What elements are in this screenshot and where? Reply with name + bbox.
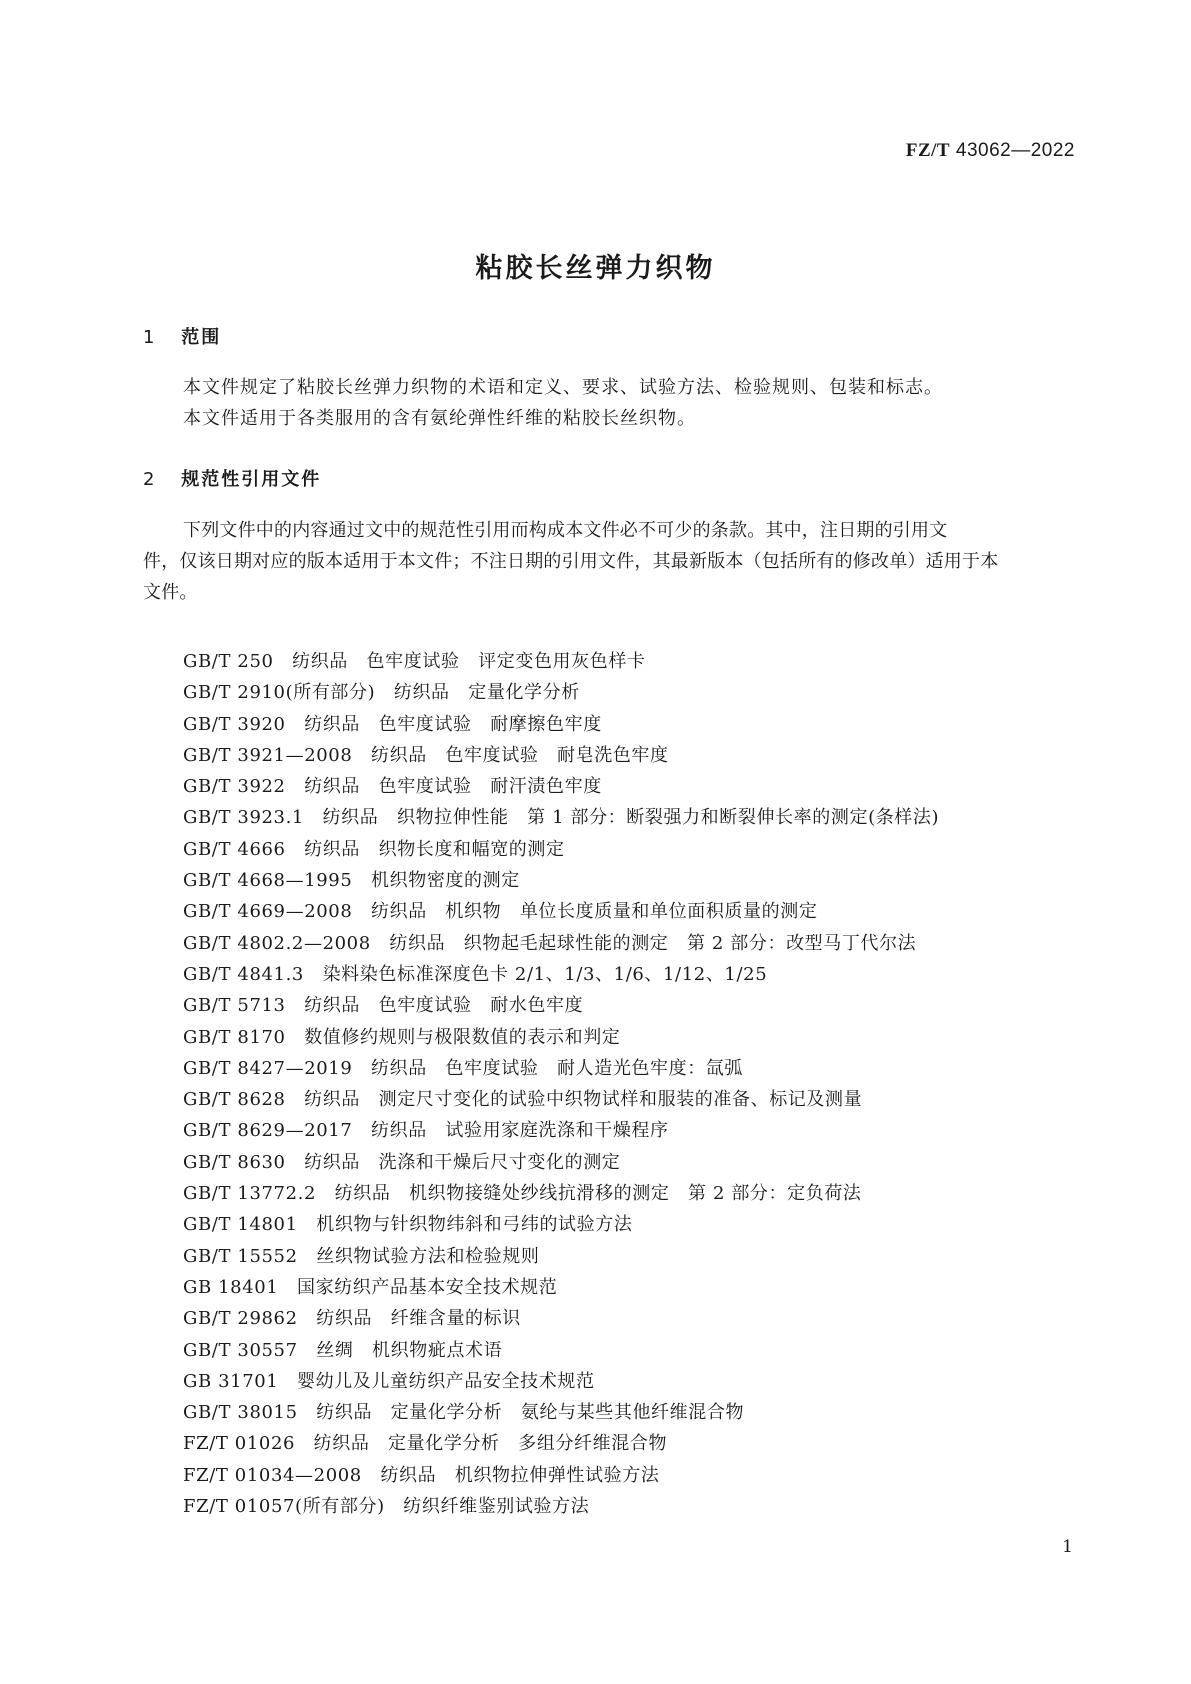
intro-line-3: 文件。 [143, 582, 198, 603]
section-1-number: 1 [143, 327, 157, 348]
reference-item: GB/T 29862 纺织品 纤维含量的标识 [183, 1308, 521, 1330]
section-1-title: 范围 [181, 327, 222, 348]
reference-item: GB/T 14801 机织物与针织物纬斜和弓纬的试验方法 [183, 1214, 633, 1236]
reference-item: FZ/T 01034—2008 纺织品 机织物拉伸弹性试验方法 [183, 1464, 660, 1486]
reference-item: GB/T 8629—2017 纺织品 试验用家庭洗涤和干燥程序 [183, 1120, 669, 1142]
reference-item: GB/T 8427—2019 纺织品 色牢度试验 耐人造光色牢度：氙弧 [183, 1057, 744, 1079]
reference-item: GB/T 8170 数值修约规则与极限数值的表示和判定 [183, 1026, 621, 1048]
document-title: 粘胶长丝弹力织物 [475, 253, 716, 284]
standard-prefix: FZ/T [905, 140, 951, 161]
section-1-body [143, 372, 1075, 434]
page-number: 1 [1062, 1537, 1073, 1557]
reference-item: GB/T 4669—2008 纺织品 机织物 单位长度质量和单位面积质量的测定 [183, 901, 818, 923]
section-2-number: 2 [143, 469, 157, 490]
normative-references-list [183, 646, 939, 1522]
reference-item: FZ/T 01026 纺织品 定量化学分析 多组分纤维混合物 [183, 1433, 668, 1455]
reference-item: GB/T 3923.1 纺织品 织物拉伸性能 第 1 部分：断裂强力和断裂伸长率的测定(条样法) [183, 807, 940, 829]
reference-item: GB/T 3920 纺织品 色牢度试验 耐摩擦色牢度 [183, 713, 602, 735]
reference-item: GB/T 4841.3 染料染色标准深度色卡 2/1、1/3、1/6、1/12、1/25 [183, 963, 768, 985]
reference-item: GB/T 38015 纺织品 定量化学分析 氨纶与某些其他纤维混合物 [183, 1402, 745, 1424]
intro-line-2: 件，仅该日期对应的版本适用于本文件；不注日期的引用文件，其最新版本（包括所有的修改单）适用于本 [143, 551, 999, 572]
scope-paragraph-2: 本文件适用于各类服用的含有氨纶弹性纤维的粘胶长丝织物。 [183, 408, 696, 429]
reference-item: GB/T 3921—2008 纺织品 色牢度试验 耐皂洗色牢度 [183, 744, 669, 766]
reference-item: GB/T 30557 丝绸 机织物疵点术语 [183, 1339, 503, 1361]
reference-item: GB/T 3922 纺织品 色牢度试验 耐汗渍色牢度 [183, 776, 602, 798]
reference-item: GB/T 4666 纺织品 织物长度和幅宽的测定 [183, 838, 565, 860]
standard-code [906, 140, 1075, 162]
section-2-heading [143, 465, 321, 491]
reference-item: GB/T 2910(所有部分) 纺织品 定量化学分析 [183, 682, 580, 704]
scope-paragraph-1: 本文件规定了粘胶长丝弹力织物的术语和定义、要求、试验方法、检验规则、包装和标志。 [183, 377, 943, 398]
section-1-heading [143, 323, 221, 349]
reference-item: GB/T 4802.2—2008 纺织品 织物起毛起球性能的测定 第 2 部分：改型马丁代尔法 [183, 932, 917, 954]
reference-item: GB 18401 国家纺织产品基本安全技术规范 [183, 1276, 558, 1298]
reference-item: GB/T 5713 纺织品 色牢度试验 耐水色牢度 [183, 995, 584, 1017]
reference-item: GB/T 4668—1995 机织物密度的测定 [183, 870, 520, 892]
reference-item: FZ/T 01057(所有部分) 纺织纤维鉴别试验方法 [183, 1496, 590, 1518]
section-2-title: 规范性引用文件 [181, 469, 322, 490]
standard-number: 43062—2022 [955, 140, 1075, 161]
reference-item: GB/T 8628 纺织品 测定尺寸变化的试验中织物试样和服装的准备、标记及测量 [183, 1089, 863, 1111]
section-2-intro [143, 515, 1075, 608]
reference-item: GB/T 8630 纺织品 洗涤和干燥后尺寸变化的测定 [183, 1151, 621, 1173]
reference-item: GB/T 13772.2 纺织品 机织物接缝处纱线抗滑移的测定 第 2 部分：定负荷法 [183, 1183, 862, 1205]
reference-item: GB/T 15552 丝织物试验方法和检验规则 [183, 1245, 540, 1267]
reference-item: GB 31701 婴幼儿及儿童纺织产品安全技术规范 [183, 1370, 595, 1392]
intro-line-1: 下列文件中的内容通过文中的规范性引用而构成本文件必不可少的条款。其中，注日期的引用文 [183, 520, 948, 541]
reference-item: GB/T 250 纺织品 色牢度试验 评定变色用灰色样卡 [183, 651, 646, 672]
